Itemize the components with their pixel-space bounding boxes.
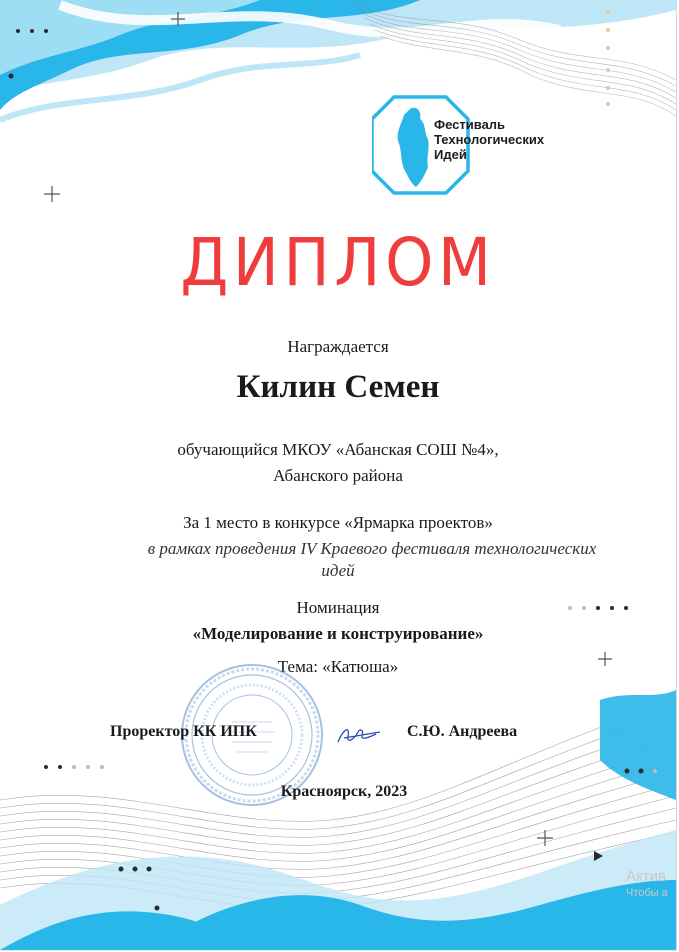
logo-line: Технологических <box>434 132 545 147</box>
activation-watermark <box>626 868 679 900</box>
awarded-label: Награждается <box>287 337 389 356</box>
city-year: Красноярск, 2023 <box>280 783 408 800</box>
festival-logo-text <box>434 117 604 162</box>
student-district: Абанского района <box>273 466 403 485</box>
award-reason: За 1 место в конкурсе «Ярмарка проектов» <box>183 513 493 532</box>
handwritten-signature <box>334 722 384 750</box>
signatory-role: Проректор КК ИПК <box>110 723 257 740</box>
nomination-value: «Моделирование и конструирование» <box>192 624 484 643</box>
recipient-name: Килин Семен <box>236 369 440 405</box>
project-theme: Тема: «Катюша» <box>277 657 399 676</box>
signatory-name: С.Ю. Андреева <box>407 723 518 740</box>
nomination-label: Номинация <box>296 598 380 617</box>
watermark-line1: Актив <box>626 868 666 885</box>
logo-line: Фестиваль <box>434 117 506 132</box>
logo-line: Идей <box>434 147 467 162</box>
diploma-title: ДИПЛОМ <box>180 224 496 301</box>
award-context-line1: в рамках проведения IV Краевого фестиваля технологических <box>147 539 597 558</box>
map-region-icon <box>398 108 429 187</box>
student-school: обучающийся МКОУ «Абанская СОШ №4», <box>177 440 499 459</box>
award-context-line2: идей <box>321 561 355 580</box>
watermark-line2: Чтобы а <box>626 887 668 899</box>
